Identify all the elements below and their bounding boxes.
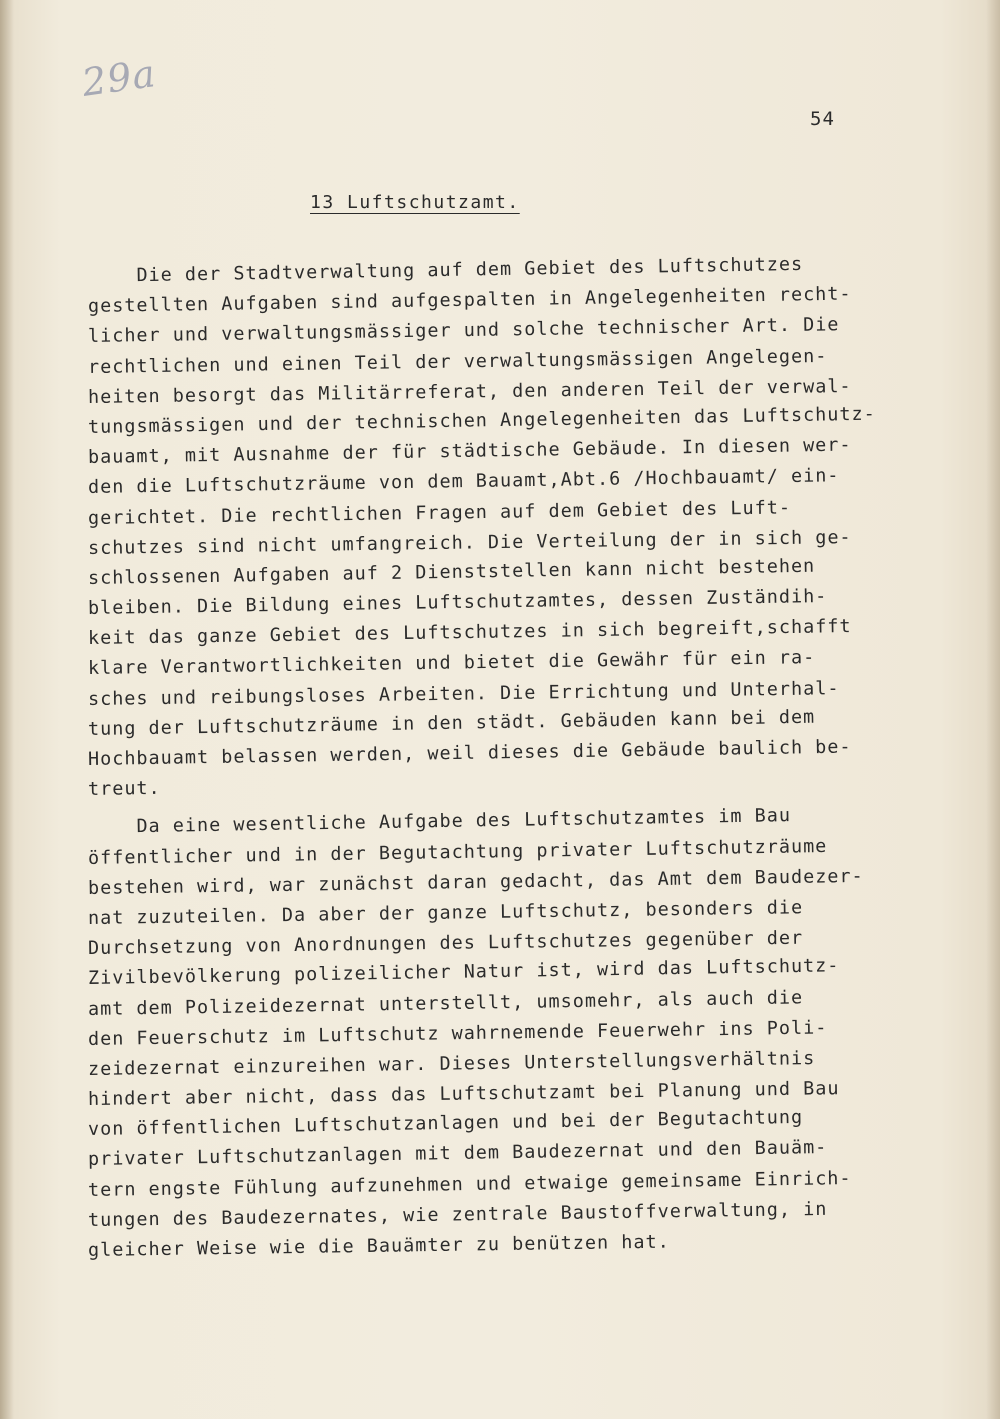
text-line: bleiben. Die Bildung eines Luftschutzamtes, dessen Zuständih- [87, 585, 828, 620]
text-line: bestehen wird, war zunächst daran gedacht, das Amt dem Baudezer- [87, 865, 864, 899]
text-line: treut. [87, 778, 161, 801]
text-line: keit das ganze Gebiet des Luftschutzes in sich begreift,schafft [87, 616, 852, 650]
text-line: nat zuzuteilen. Da aber der ganze Luftschutz, besonders die [87, 897, 804, 929]
text-line: sches und reibungsloses Arbeiten. Die Errichtung und Unterhal- [87, 677, 840, 710]
text-line: gleicher Weise wie die Bauämter zu benützen hat. [87, 1231, 670, 1261]
text-line: klare Verantwortlichkeiten und bietet die Gewähr für ein ra- [87, 647, 816, 680]
text-line: heiten besorgt das Militärreferat, den anderen Teil der verwal- [87, 375, 852, 408]
text-line: gerichtet. Die rechtlichen Fragen auf dem Gebiet des Luft- [87, 496, 792, 529]
handwritten-folio-note: 29a [79, 51, 159, 105]
page-number: 54 [810, 108, 835, 130]
text-line: schutzes sind nicht umfangreich. Die Verteilung der in sich ge- [87, 526, 852, 559]
text-line: gestellten Aufgaben sind aufgespalten in Angelegenheiten recht- [87, 283, 852, 318]
text-line: Zivilbevölkerung polizeilicher Natur ist, wird das Luftschutz- [87, 955, 840, 990]
left-edge-shadow [0, 0, 14, 1419]
text-line: hindert aber nicht, dass das Luftschutzamt bei Planung und Bau [87, 1078, 840, 1111]
text-line: den Feuerschutz im Luftschutz wahrnemende Feuerwehr ins Poli- [87, 1017, 828, 1050]
paragraph-2 [87, 805, 908, 1266]
text-line: von öffentlichen Luftschutzanlagen und bei der Begutachtung [87, 1107, 804, 1141]
section-heading: 13 Luftschutzamt. [310, 192, 520, 213]
text-line: Da eine wesentliche Aufgabe des Luftschutzamtes im Bau [87, 805, 792, 839]
text-line: tern engste Fühlung aufzunehmen und etwaige gemeinsame Einrich- [87, 1167, 852, 1201]
text-line: Hochbauamt belassen werden, weil dieses die Gebäude baulich be- [87, 736, 852, 770]
text-line: tungen des Baudezernates, wie zentrale Baustoffverwaltung, in [87, 1198, 828, 1231]
text-line: amt dem Polizeidezernat unterstellt, umsomehr, als auch die [87, 986, 804, 1020]
text-line: privater Luftschutzanlagen mit dem Baudezernat und den Bauäm- [87, 1137, 828, 1171]
text-line: Durchsetzung von Anordnungen des Luftschutzes gegenüber der [87, 927, 804, 960]
text-line: den die Luftschutzräume von dem Bauamt,Abt.6 /Hochbauamt/ ein- [87, 465, 840, 499]
text-line: bauamt, mit Ausnahme der für städtische Gebäude. In diesen wer- [87, 434, 852, 469]
text-line: rechtlichen und einen Teil der verwaltungsmässigen Angelegen- [87, 345, 828, 378]
text-line: schlossenen Aufgaben auf 2 Dienststellen kann nicht bestehen [87, 555, 816, 589]
right-edge-shadow [986, 0, 1000, 1419]
text-line: öffentlicher und in der Begutachtung privater Luftschutzräume [87, 835, 828, 869]
document-body [87, 253, 908, 1266]
text-line: zeidezernat einzureihen war. Dieses Unterstellungsverhältnis [87, 1047, 816, 1080]
text-line: tungsmässigen und der technischen Angelegenheiten das Luftschutz- [87, 403, 876, 438]
text-line: Die der Stadtverwaltung auf dem Gebiet des Luftschutzes [87, 253, 804, 287]
text-line: licher und verwaltungsmässiger und solche technischer Art. Die [87, 314, 840, 348]
paragraph-1 [87, 253, 908, 805]
text-line: tung der Luftschutzräume in den städt. Gebäuden kann bei dem [87, 706, 816, 740]
